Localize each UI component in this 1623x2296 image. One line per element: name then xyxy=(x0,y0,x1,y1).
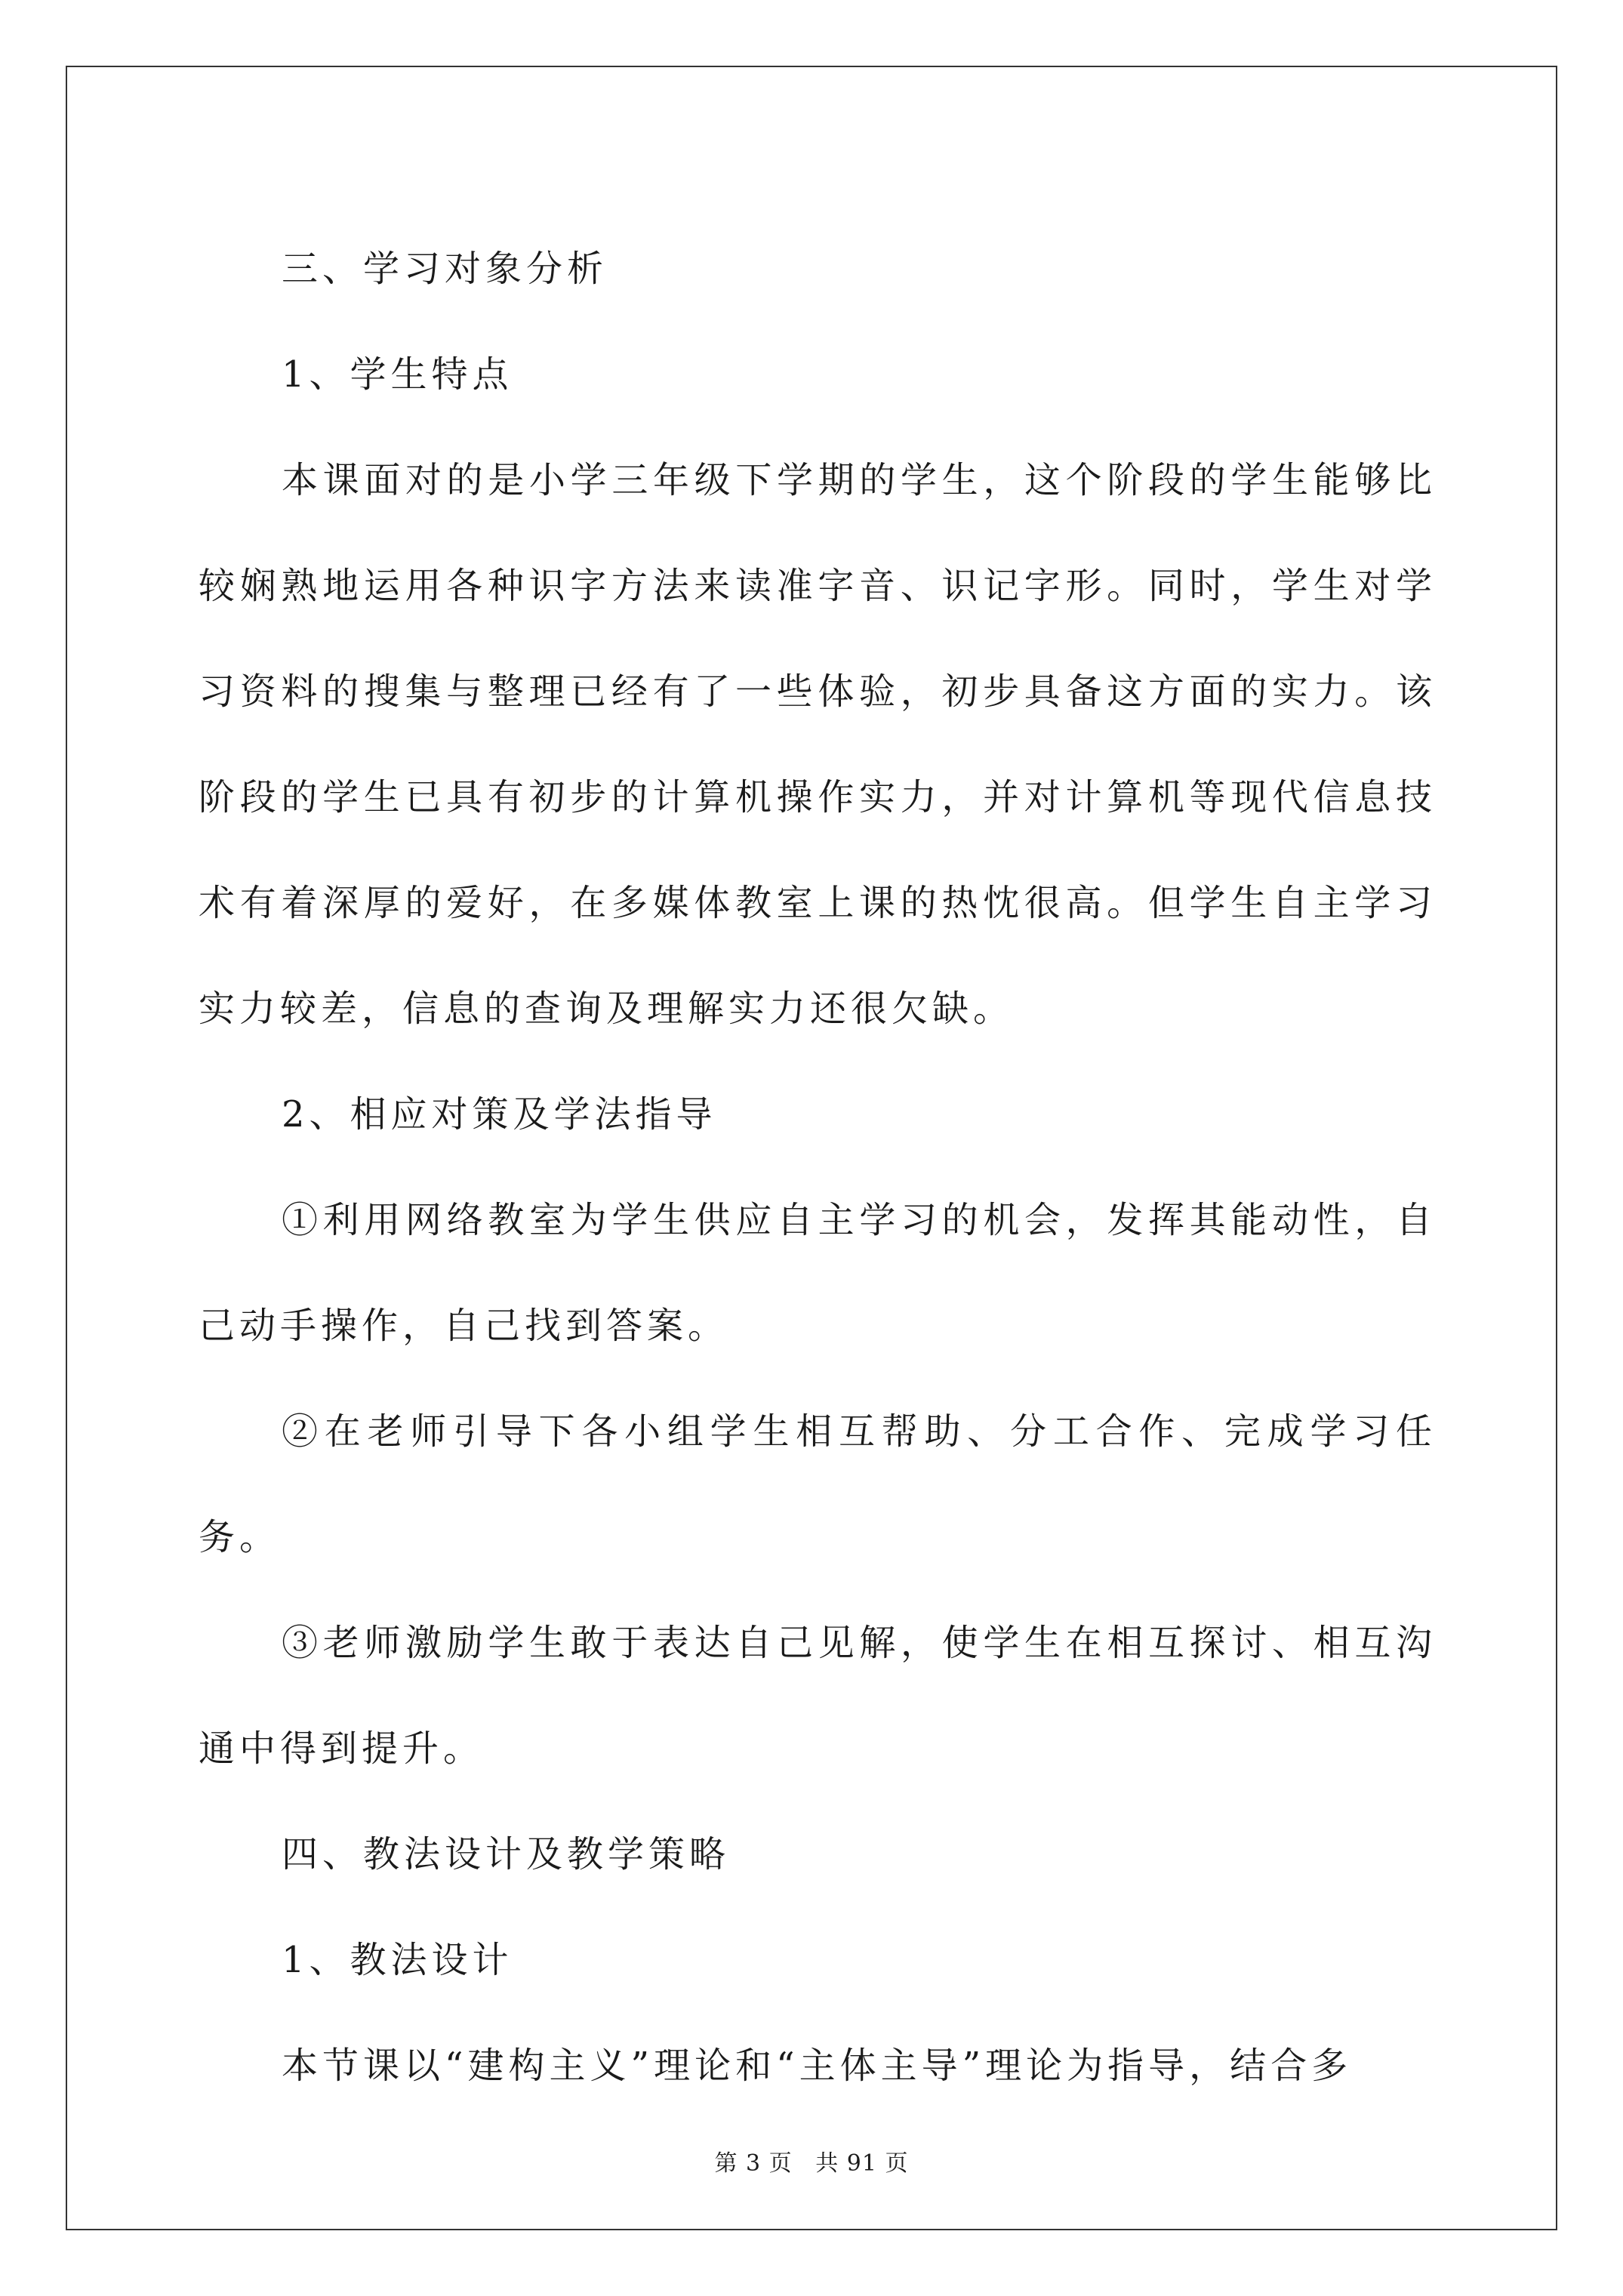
paragraph-strategy-3: ③老师激励学生敢于表达自己见解，使学生在相互探讨、相互沟通中得到提升。 xyxy=(199,1622,1437,1770)
page-total: 共 91 页 xyxy=(815,2150,909,2177)
section-heading-4: 四、教法设计及教学策略 xyxy=(282,1833,731,1875)
page-number: 第 3 页 xyxy=(714,2150,793,2177)
subheading-student-traits: 1、学生特点 xyxy=(282,353,513,396)
paragraph-student-traits: 本课面对的是小学三年级下学期的学生，这个阶段的学生能够比较娴熟地运用各种识字方法来读准字音、识记字形。同时，学生对学习资料的搜集与整理已经有了一些体验，初步具备这方面的实力。该阶段的学生已具有初步的计算机操作实力，并对计算机等现代信息技术有着深厚的爱好，在多媒体教室上课的热忱很高。但学生自主学习实力较差，信息的查询及理解实力还很欠缺。 xyxy=(199,459,1437,1030)
paragraph-strategy-2: ②在老师引导下各小组学生相互帮助、分工合作、完成学习任务。 xyxy=(199,1410,1437,1558)
paragraph-strategy-1: ①利用网络教室为学生供应自主学习的机会，发挥其能动性，自己动手操作，自己找到答案。 xyxy=(199,1199,1437,1347)
document-body xyxy=(199,216,1437,2119)
paragraph-teaching-design: 本节课以“建构主义”理论和“主体主导”理论为指导，结合多 xyxy=(282,2045,1353,2087)
subheading-strategies: 2、相应对策及学法指导 xyxy=(282,1093,717,1136)
page-footer xyxy=(0,2144,1623,2177)
subheading-teaching-design: 1、教法设计 xyxy=(282,1939,513,1981)
section-heading-3: 三、学习对象分析 xyxy=(282,248,608,290)
